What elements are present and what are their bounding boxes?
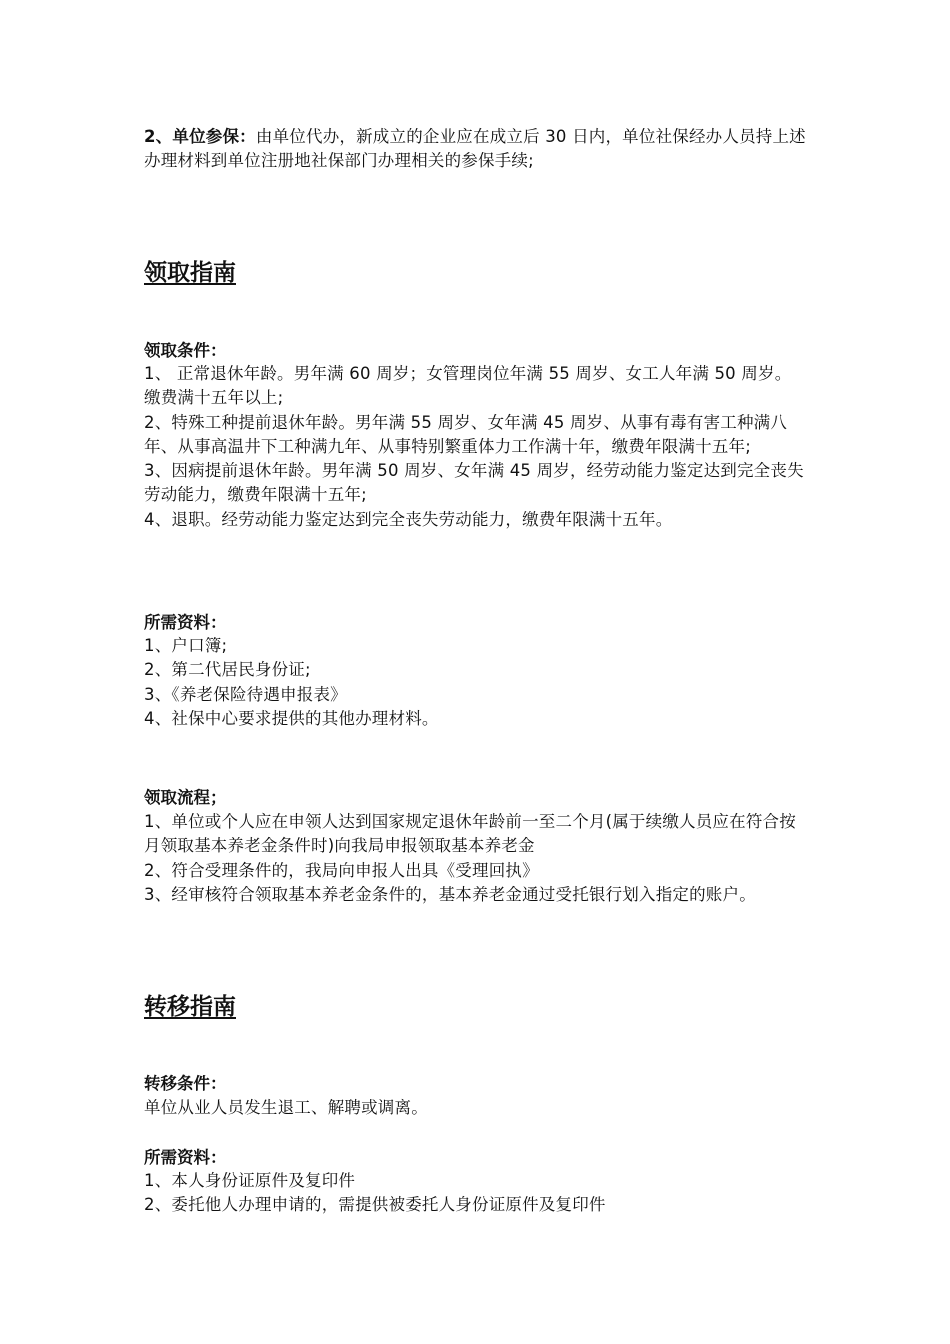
intro-item2-text: 由单位代办，新成立的企业应在成立后 30 日内，单位社保经办人员持上述办理材料到单位注册地社保部门办理相关的参保手续;: [144, 127, 806, 171]
list-item: 1、本人身份证原件及复印件: [144, 1171, 356, 1190]
list-item: 3、因病提前退休年龄。男年满 50 周岁、女年满 45 周岁，经劳动能力鉴定达到完全丧失劳动能力，缴费年限满十五年;: [144, 461, 804, 505]
receive-process-label: 领取流程；: [144, 788, 227, 807]
list-item: 1、单位或个人应在申领人达到国家规定退休年龄前一至二个月(属于续缴人员应在符合按月领取基本养老金条件时)向我局申报领取基本养老金: [144, 812, 796, 856]
list-item: 1、户口簿;: [144, 636, 228, 655]
list-item: 2、符合受理条件的，我局向申报人出具《受理回执》: [144, 860, 539, 880]
document-page: [144, 0, 808, 1344]
receive-process-list: [144, 810, 808, 907]
intro-item2-label: 2、单位参保：: [144, 127, 256, 146]
transfer-materials-list: [144, 1169, 808, 1218]
list-item: 3、经审核符合领取基本养老金条件的，基本养老金通过受托银行划入指定的账户。: [144, 884, 756, 904]
receive-conditions-label: 领取条件：: [144, 341, 227, 360]
transfer-conditions-text: 单位从业人员发生退工、解聘或调离。: [144, 1098, 428, 1117]
transfer-materials-label: 所需资料：: [144, 1148, 227, 1167]
transfer-guide-heading: 转移指南: [144, 994, 236, 1020]
list-item: 3、《养老保险待遇申报表》: [144, 684, 347, 704]
receive-conditions-list: [144, 362, 808, 532]
list-item: 1、 正常退休年龄。男年满 60 周岁；女管理岗位年满 55 周岁、女工人年满 50 周岁。缴费满十五年以上;: [144, 364, 792, 408]
intro-paragraph: [144, 125, 808, 174]
list-item: 2、委托他人办理申请的，需提供被委托人身份证原件及复印件: [144, 1195, 606, 1215]
list-item: 2、特殊工种提前退休年龄。男年满 55 周岁、女年满 45 周岁、从事有毒有害工种满八年、从事高温井下工种满九年、从事特别繁重体力工作满十年，缴费年限满十五年;: [144, 412, 788, 456]
transfer-conditions-label: 转移条件：: [144, 1074, 227, 1093]
list-item: 4、社保中心要求提供的其他办理材料。: [144, 708, 439, 728]
receive-materials-list: [144, 634, 808, 731]
list-item: 2、第二代居民身份证;: [144, 660, 311, 680]
receive-guide-heading: 领取指南: [144, 260, 236, 286]
list-item: 4、退职。经劳动能力鉴定达到完全丧失劳动能力，缴费年限满十五年。: [144, 509, 673, 529]
receive-materials-label: 所需资料：: [144, 613, 227, 632]
